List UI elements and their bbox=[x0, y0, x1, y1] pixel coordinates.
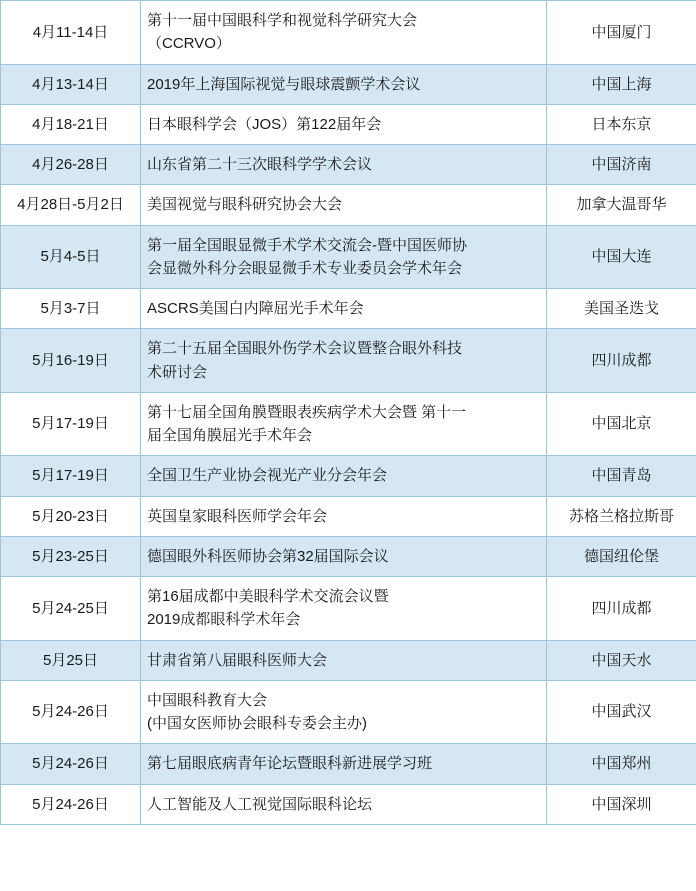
cell-conference-name bbox=[141, 1, 547, 65]
table-row bbox=[1, 392, 696, 456]
conference-name-line: 术研讨会 bbox=[147, 363, 208, 381]
cell-date: 4月28日-5月2日 bbox=[1, 185, 141, 225]
cell-conference-name bbox=[141, 680, 547, 744]
table-row bbox=[1, 536, 696, 576]
cell-date: 5月3-7日 bbox=[1, 289, 141, 329]
table-row bbox=[1, 640, 696, 680]
conference-name-line: 届全国角膜屈光手术年会 bbox=[147, 427, 313, 444]
table-row bbox=[1, 744, 696, 784]
conference-name-line: 第二十五届全国眼外伤学术会议暨整合眼外科技 bbox=[147, 340, 463, 358]
cell-location: 中国青岛 bbox=[547, 456, 696, 496]
cell-conference-name bbox=[141, 496, 547, 536]
conference-name-line: ASCRS美国白内障屈光手术年会 bbox=[147, 300, 364, 317]
table-row bbox=[1, 329, 696, 393]
table-row bbox=[1, 145, 696, 185]
cell-date: 5月17-19日 bbox=[1, 456, 141, 496]
conference-name-line: 2019成都眼科学术年会 bbox=[147, 611, 301, 629]
cell-date: 4月13-14日 bbox=[1, 64, 141, 104]
cell-date: 5月20-23日 bbox=[1, 496, 141, 536]
cell-conference-name bbox=[141, 456, 547, 496]
cell-date: 5月24-25日 bbox=[1, 577, 141, 641]
table-row bbox=[1, 577, 696, 641]
conference-name-line: 第一届全国眼显微手术学术交流会-暨中国医师协 bbox=[147, 236, 467, 254]
cell-location: 美国圣迭戈 bbox=[547, 289, 696, 329]
conference-name-line: 会显微外科分会眼显微手术专业委员会学术年会 bbox=[147, 259, 463, 277]
cell-date: 5月24-26日 bbox=[1, 744, 141, 784]
cell-date: 4月11-14日 bbox=[1, 1, 141, 65]
conference-name-line: 德国眼外科医师协会第32届国际会议 bbox=[147, 547, 389, 565]
cell-conference-name bbox=[141, 289, 547, 329]
conference-name-line: 第十一届中国眼科学和视觉科学研究大会 bbox=[147, 12, 418, 29]
cell-location: 中国大连 bbox=[547, 225, 696, 289]
cell-date: 5月24-26日 bbox=[1, 784, 141, 824]
cell-date: 4月26-28日 bbox=[1, 145, 141, 185]
cell-conference-name bbox=[141, 392, 547, 456]
conference-name-line: 第七届眼底病青年论坛暨眼科新进展学习班 bbox=[147, 755, 433, 773]
cell-location: 四川成都 bbox=[547, 577, 696, 641]
cell-conference-name bbox=[141, 744, 547, 784]
conference-name-line: 2019年上海国际视觉与眼球震颤学术会议 bbox=[147, 75, 421, 93]
cell-location: 中国深圳 bbox=[547, 784, 696, 824]
conference-name-line: (中国女医师协会眼科专委会主办) bbox=[147, 715, 367, 732]
cell-date: 5月25日 bbox=[1, 640, 141, 680]
schedule-table-body bbox=[1, 1, 696, 825]
cell-conference-name bbox=[141, 225, 547, 289]
cell-conference-name bbox=[141, 640, 547, 680]
table-row bbox=[1, 104, 696, 144]
cell-conference-name bbox=[141, 577, 547, 641]
cell-location: 中国郑州 bbox=[547, 744, 696, 784]
cell-location: 加拿大温哥华 bbox=[547, 185, 696, 225]
cell-conference-name bbox=[141, 185, 547, 225]
table-row bbox=[1, 185, 696, 225]
cell-conference-name bbox=[141, 329, 547, 393]
cell-location: 四川成都 bbox=[547, 329, 696, 393]
cell-location: 日本东京 bbox=[547, 104, 696, 144]
table-row bbox=[1, 784, 696, 824]
conference-name-line: 日本眼科学会（JOS）第122届年会 bbox=[147, 115, 382, 133]
cell-location: 中国厦门 bbox=[547, 1, 696, 65]
conference-name-line: 英国皇家眼科医师学会年会 bbox=[147, 507, 328, 525]
cell-conference-name bbox=[141, 64, 547, 104]
cell-date: 5月23-25日 bbox=[1, 536, 141, 576]
cell-location: 中国武汉 bbox=[547, 680, 696, 744]
conference-name-line: 第16届成都中美眼科学术交流会议暨 bbox=[147, 588, 389, 605]
cell-location: 中国上海 bbox=[547, 64, 696, 104]
cell-conference-name bbox=[141, 536, 547, 576]
table-row bbox=[1, 64, 696, 104]
table-row bbox=[1, 680, 696, 744]
cell-location: 德国纽伦堡 bbox=[547, 536, 696, 576]
conference-name-line: 全国卫生产业协会视光产业分会年会 bbox=[147, 467, 388, 485]
table-row bbox=[1, 289, 696, 329]
conference-name-line: 山东省第二十三次眼科学学术会议 bbox=[147, 156, 373, 173]
conference-name-line: （CCRVO） bbox=[147, 35, 231, 53]
conference-name-line: 第十七届全国角膜暨眼表疾病学术大会暨 第十一 bbox=[147, 403, 467, 421]
cell-date: 5月24-26日 bbox=[1, 680, 141, 744]
table-row bbox=[1, 496, 696, 536]
cell-location: 苏格兰格拉斯哥 bbox=[547, 496, 696, 536]
cell-date: 4月18-21日 bbox=[1, 104, 141, 144]
table-row bbox=[1, 225, 696, 289]
conference-name-line: 人工智能及人工视觉国际眼科论坛 bbox=[147, 795, 373, 813]
cell-conference-name bbox=[141, 784, 547, 824]
cell-conference-name bbox=[141, 104, 547, 144]
conference-name-line: 中国眼科教育大会 bbox=[147, 691, 268, 709]
cell-date: 5月16-19日 bbox=[1, 329, 141, 393]
cell-location: 中国天水 bbox=[547, 640, 696, 680]
cell-date: 5月17-19日 bbox=[1, 392, 141, 456]
cell-conference-name bbox=[141, 145, 547, 185]
table-row bbox=[1, 456, 696, 496]
cell-location: 中国济南 bbox=[547, 145, 696, 185]
cell-location: 中国北京 bbox=[547, 392, 696, 456]
table-row bbox=[1, 1, 696, 65]
conference-name-line: 甘肃省第八届眼科医师大会 bbox=[147, 651, 328, 669]
cell-date: 5月4-5日 bbox=[1, 225, 141, 289]
conference-name-line: 美国视觉与眼科研究协会大会 bbox=[147, 196, 343, 214]
